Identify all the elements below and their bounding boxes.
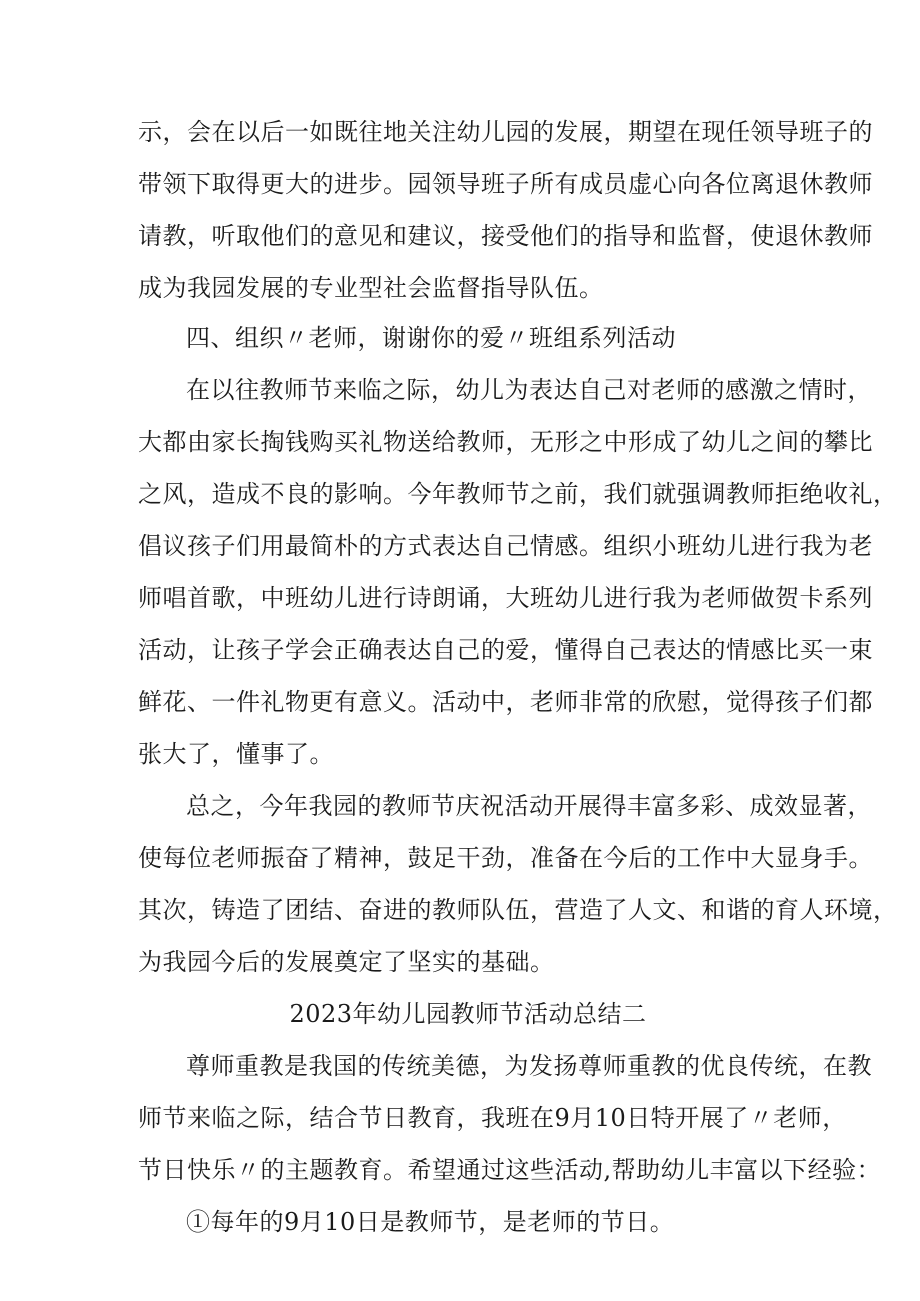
para4-line-3: 节日快乐〃的主题教育。希望通过这些活动,帮助幼儿丰富以下经验：	[138, 1156, 882, 1184]
para1-line-4: 成为我园发展的专业型社会监督指导队伍。	[138, 274, 604, 302]
para2-line-4: 倡议孩子们用最简朴的方式表达自己情感。组织小班幼儿进行我为老	[138, 532, 873, 560]
para1-line-1: 示，会在以后一如既往地关注幼儿园的发展，期望在现任领导班子的	[138, 118, 873, 146]
para1-line-3: 请教，听取他们的意见和建议，接受他们的指导和监督，使退休教师	[138, 222, 873, 250]
para1-line-2: 带领下取得更大的进步。园领导班子所有成员虚心向各位离退休教师	[138, 170, 873, 198]
para2-line-3: 之风，造成不良的影响。今年教师节之前，我们就强调教师拒绝收礼，	[138, 480, 898, 508]
list-item-1: ①每年的9月10日是教师节，是老师的节日。	[186, 1208, 675, 1236]
para4-line-1: 尊师重教是我国的传统美德，为发扬尊师重教的优良传统，在教	[186, 1052, 872, 1080]
para3-line-2: 使每位老师振奋了精神，鼓足干劲，准备在今后的工作中大显身手。	[138, 844, 873, 872]
para3-line-3: 其次，铸造了团结、奋进的教师队伍，营造了人文、和谐的育人环境，	[138, 896, 898, 924]
para2-line-7: 鲜花、一件礼物更有意义。活动中，老师非常的欣慰，觉得孩子们都	[138, 688, 873, 716]
para4-line-2: 师节来临之际，结合节日教育，我班在9月10日特开展了〃老师，	[138, 1104, 847, 1132]
para2-line-2: 大都由家长掏钱购买礼物送给教师，无形之中形成了幼儿之间的攀比	[138, 428, 873, 456]
para2-line-1: 在以往教师节来临之际，幼儿为表达自己对老师的感激之情时，	[186, 376, 872, 404]
para2-line-5: 师唱首歌，中班幼儿进行诗朗诵，大班幼儿进行我为老师做贺卡系列	[138, 584, 873, 612]
section-heading-4: 四、组织〃老师，谢谢你的爱〃班组系列活动	[186, 324, 676, 352]
para2-line-8: 张大了，懂事了。	[138, 740, 334, 768]
para2-line-6: 活动，让孩子学会正确表达自己的爱，懂得自己表达的情感比买一束	[138, 636, 873, 664]
para3-line-4: 为我园今后的发展奠定了坚实的基础。	[138, 948, 555, 976]
section-title-2: 2023年幼儿园教师节活动总结二	[289, 1000, 647, 1028]
para3-line-1: 总之，今年我园的教师节庆祝活动开展得丰富多彩、成效显著，	[186, 792, 872, 820]
